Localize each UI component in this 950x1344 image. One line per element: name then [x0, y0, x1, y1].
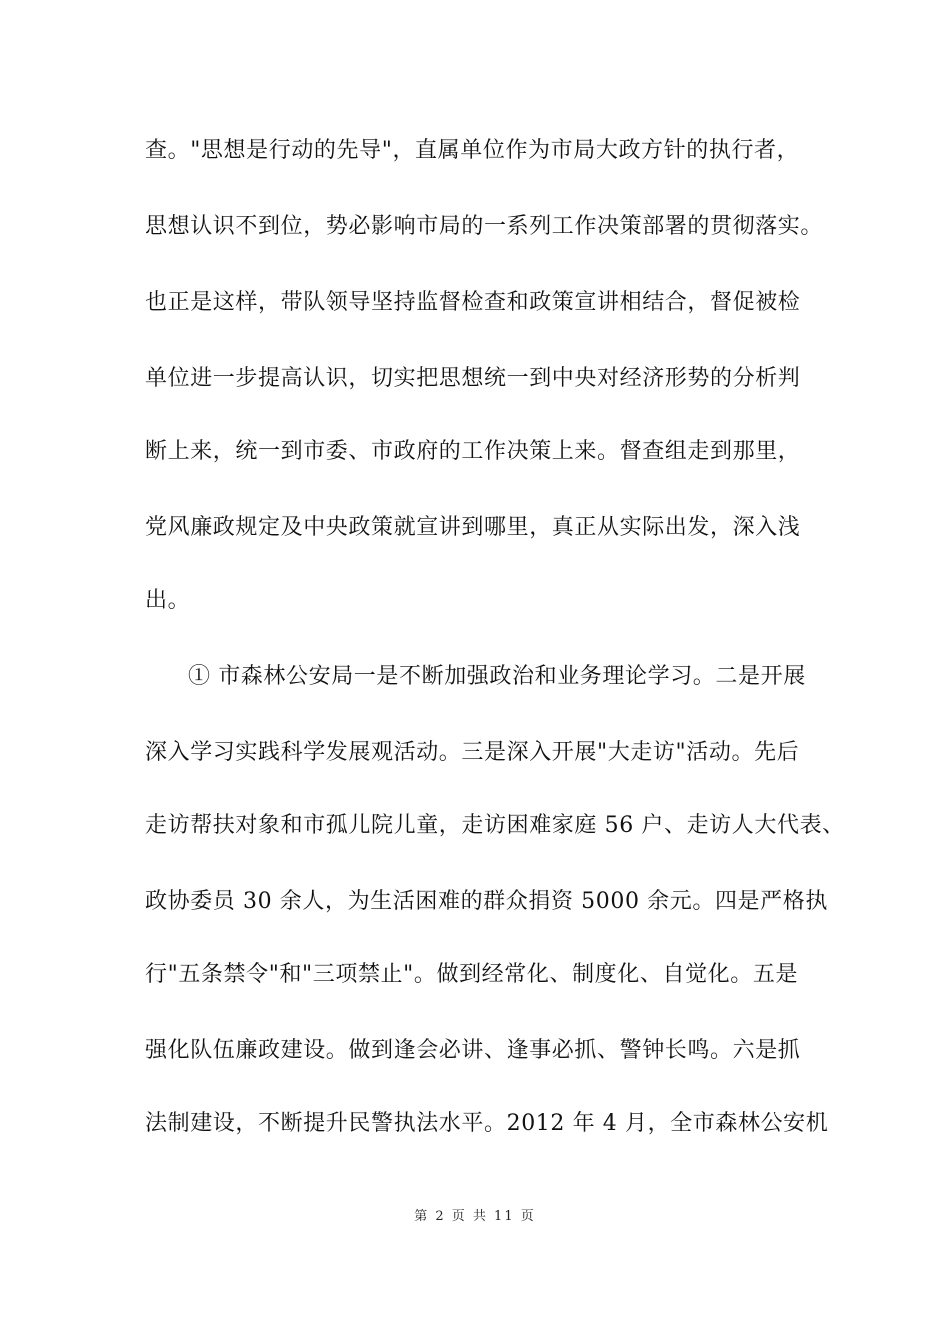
text-line: 查。"思想是行动的先导"，直属单位作为市局大政方针的执行者，	[145, 138, 800, 163]
text-line: 政协委员 30 余人，为生活困难的群众捐资 5000 余元。四是严格执	[145, 889, 828, 914]
text-line: 法制建设，不断提升民警执法水平。2012 年 4 月，全市森林公安机	[145, 1111, 829, 1136]
text-line: 思想认识不到位，势必影响市局的一系列工作决策部署的贯彻落实。	[145, 214, 824, 239]
text-line: 党风廉政规定及中央政策就宣讲到哪里，真正从实际出发，深入浅	[145, 515, 801, 540]
text-line: 断上来，统一到市委、市政府的工作决策上来。督查组走到那里，	[145, 439, 801, 464]
page-number-footer: 第 2 页 共 11 页	[414, 1209, 536, 1224]
text-line: 出。	[145, 588, 191, 613]
text-line: 深入学习实践科学发展观活动。三是深入开展"大走访"活动。先后	[145, 740, 800, 765]
text-line: ① 市森林公安局一是不断加强政治和业务理论学习。二是开展	[188, 664, 806, 689]
text-line: 走访帮扶对象和市孤儿院儿童，走访困难家庭 56 户、走访人大代表、	[145, 813, 845, 838]
text-line: 行"五条禁令"和"三项禁止"。做到经常化、制度化、自觉化。五是	[145, 962, 799, 987]
text-line: 单位进一步提高认识，切实把思想统一到中央对经济形势的分析判	[145, 366, 801, 391]
text-line: 也正是这样，带队领导坚持监督检查和政策宣讲相结合，督促被检	[145, 290, 801, 315]
text-line: 强化队伍廉政建设。做到逢会必讲、逢事必抓、警钟长鸣。六是抓	[145, 1038, 801, 1063]
